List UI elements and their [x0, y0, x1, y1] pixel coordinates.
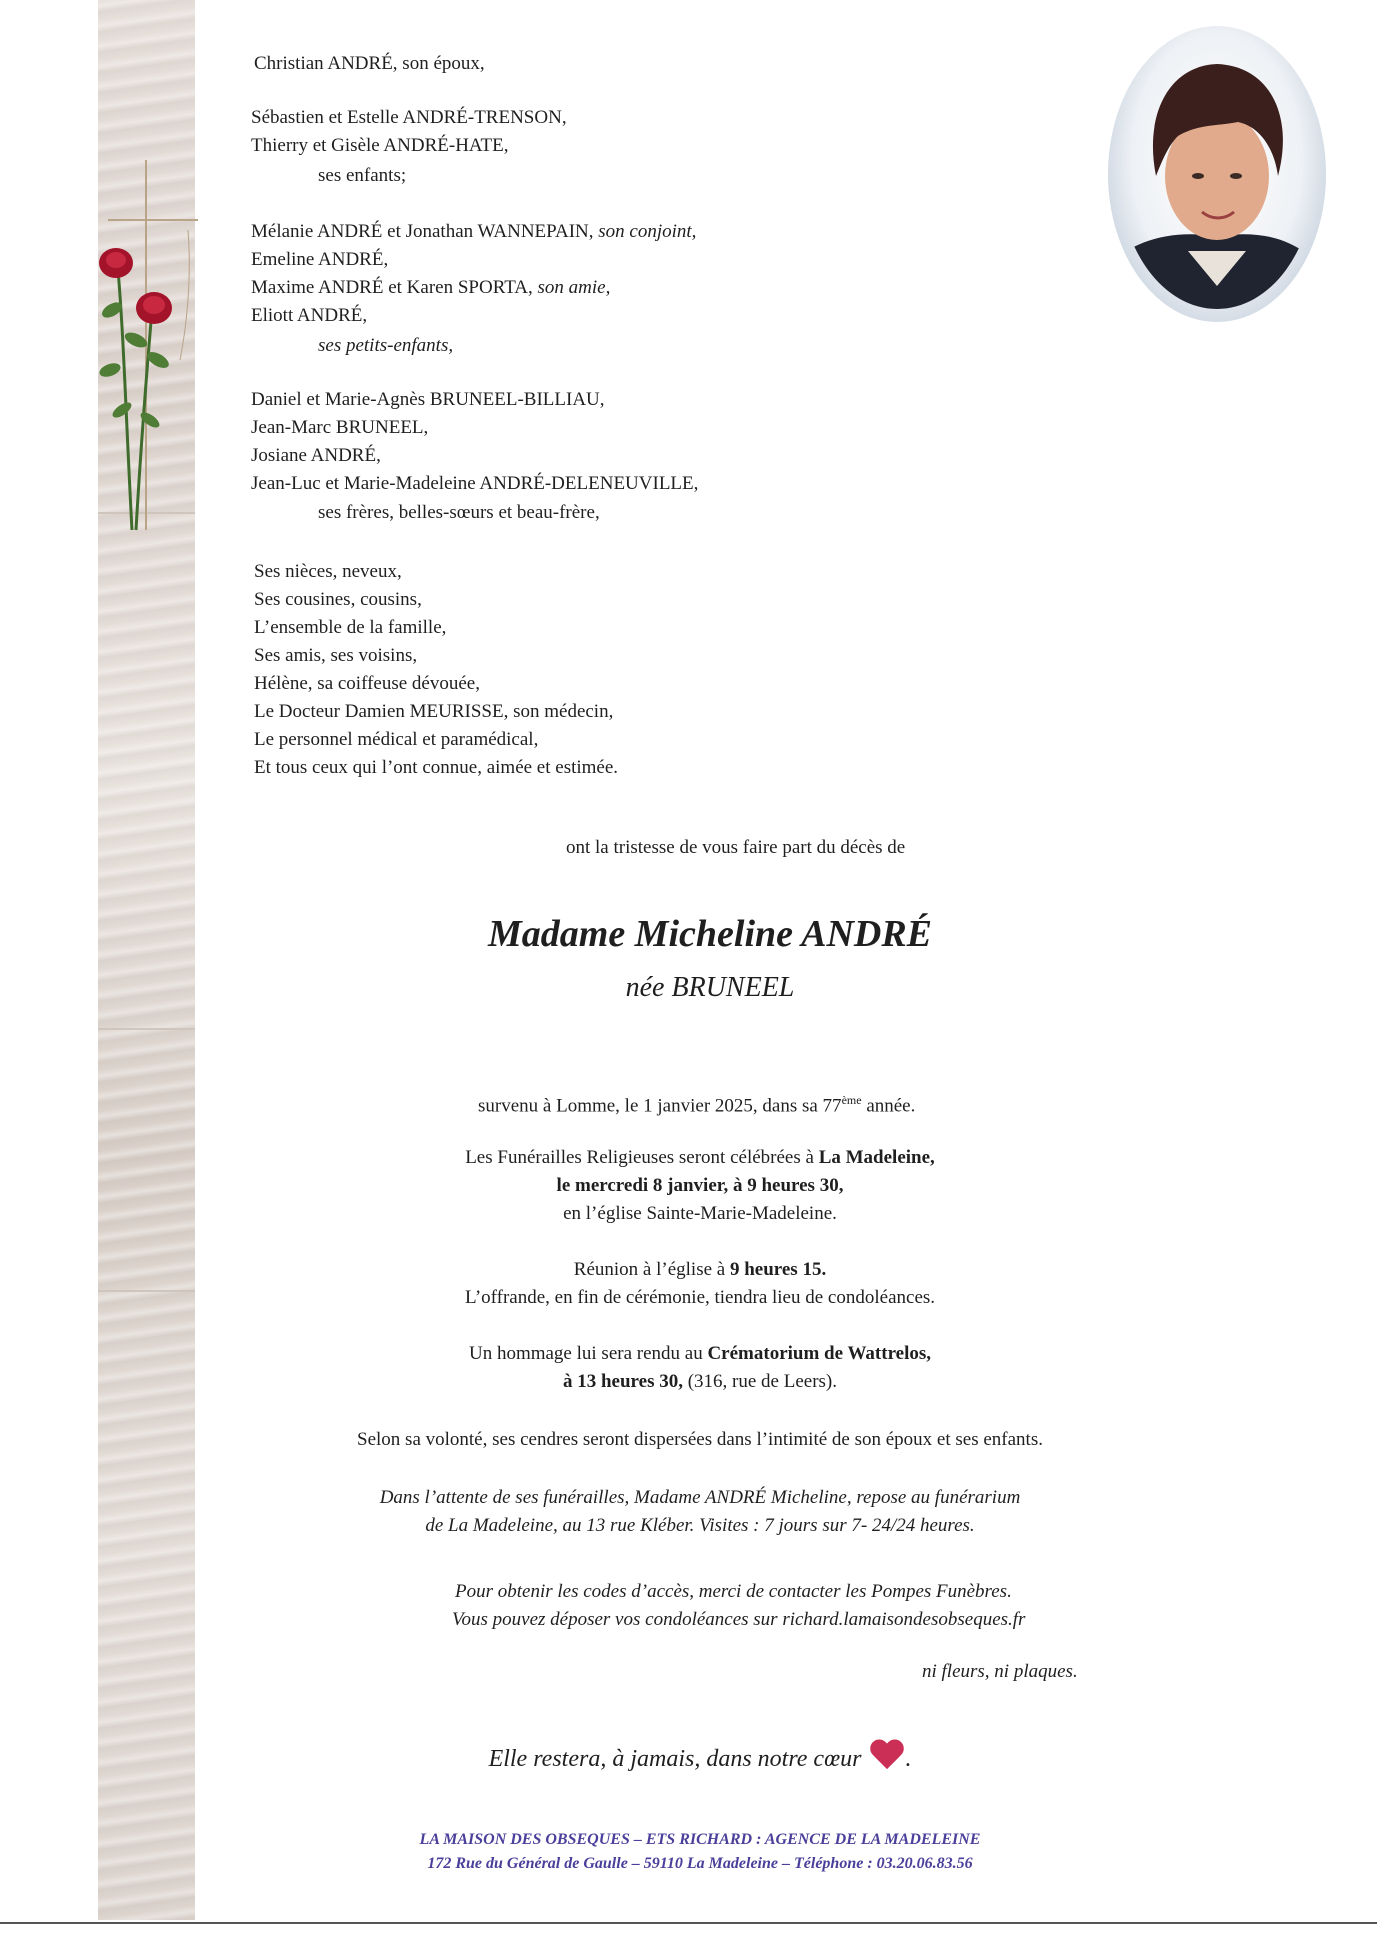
- funeral-home-name: LA MAISON DES OBSEQUES – ETS RICHARD : AGENCE DE LA MADELEINE: [419, 1831, 981, 1848]
- sibling-line: Josiane ANDRÉ,: [251, 445, 381, 466]
- access-line: Pour obtenir les codes d’accès, merci de contacter les Pompes Funèbres.: [455, 1581, 1012, 1602]
- strip-seam: [98, 1290, 195, 1292]
- relatives-line: Ses cousines, cousins,: [254, 589, 422, 610]
- siblings-role: ses frères, belles-sœurs et beau-frère,: [318, 502, 600, 523]
- maiden-name: née BRUNEEL: [625, 972, 795, 1003]
- relatives-line: Le Docteur Damien MEURISSE, son médecin,: [254, 701, 614, 722]
- grandchildren-role: ses petits-enfants,: [318, 335, 454, 356]
- relatives-line: Le personnel médical et paramédical,: [254, 729, 539, 750]
- grandchild-line: Maxime ANDRÉ et Karen SPORTA, son amie,: [251, 277, 611, 298]
- tribute-time: à 13 heures 30, (316, rue de Leers).: [562, 1371, 838, 1392]
- sibling-line: Jean-Luc et Marie-Madeleine ANDRÉ-DELENEUVILLE,: [251, 473, 699, 494]
- announcement-line: ont la tristesse de vous faire part du décès de: [566, 837, 906, 858]
- repose-line: de La Madeleine, au 13 rue Kléber. Visites : 7 jours sur 7- 24/24 heures.: [425, 1515, 975, 1536]
- sibling-line: Daniel et Marie-Agnès BRUNEEL-BILLIAU,: [251, 389, 605, 410]
- tribute-line: Un hommage lui sera rendu au Crématorium de Wattrelos,: [468, 1343, 932, 1364]
- relatives-line: L’ensemble de la famille,: [254, 617, 447, 638]
- funeral-line: Les Funérailles Religieuses seront célébrées à La Madeleine,: [465, 1147, 935, 1168]
- rose-cross-illustration: [88, 160, 208, 540]
- relatives-line: Ses nièces, neveux,: [254, 561, 402, 582]
- funeral-church: en l’église Sainte-Marie-Madeleine.: [563, 1203, 837, 1224]
- relatives-line: Ses amis, ses voisins,: [254, 645, 418, 666]
- death-date-line: survenu à Lomme, le 1 janvier 2025, dans sa 77ème année.: [478, 1093, 916, 1117]
- grandchild-line: Emeline ANDRÉ,: [251, 249, 389, 270]
- deceased-name: Madame Micheline ANDRÉ: [487, 913, 933, 955]
- funeral-date: le mercredi 8 janvier, à 9 heures 30,: [556, 1175, 844, 1196]
- ashes-line: Selon sa volonté, ses cendres seront dispersées dans l’intimité de son époux et ses enfants.: [357, 1429, 1043, 1450]
- offering-line: L’offrande, en fin de cérémonie, tiendra lieu de condoléances.: [464, 1287, 936, 1308]
- condolences-line: Vous pouvez déposer vos condoléances sur richard.lamaisondesobseques.fr: [452, 1609, 1026, 1630]
- portrait-photo: [1108, 26, 1326, 322]
- spouse-line: Christian ANDRÉ, son époux,: [254, 53, 485, 74]
- repose-line: Dans l’attente de ses funérailles, Madame ANDRÉ Micheline, repose au funérarium: [379, 1487, 1021, 1508]
- child-line: Thierry et Gisèle ANDRÉ-HATE,: [251, 135, 509, 156]
- heart-icon: [869, 1740, 905, 1772]
- sibling-line: Jean-Marc BRUNEEL,: [251, 417, 429, 438]
- relatives-line: Et tous ceux qui l’ont connue, aimée et estimée.: [254, 757, 619, 778]
- children-role: ses enfants;: [318, 165, 407, 186]
- meeting-line: Réunion à l’église à 9 heures 15.: [573, 1259, 827, 1280]
- grandchild-line: Mélanie ANDRÉ et Jonathan WANNEPAIN, son conjoint,: [251, 221, 697, 242]
- no-flowers-note: ni fleurs, ni plaques.: [922, 1661, 1078, 1682]
- closing-line: Elle restera, à jamais, dans notre cœur .: [300, 1740, 1100, 1776]
- grandchild-line: Eliott ANDRÉ,: [251, 305, 368, 326]
- relatives-line: Hélène, sa coiffeuse dévouée,: [254, 673, 480, 694]
- bottom-rule: [0, 1922, 1377, 1924]
- child-line: Sébastien et Estelle ANDRÉ-TRENSON,: [251, 107, 567, 128]
- funeral-home-address: 172 Rue du Général de Gaulle – 59110 La Madeleine – Téléphone : 03.20.06.83.56: [427, 1855, 973, 1872]
- strip-seam: [98, 1028, 195, 1030]
